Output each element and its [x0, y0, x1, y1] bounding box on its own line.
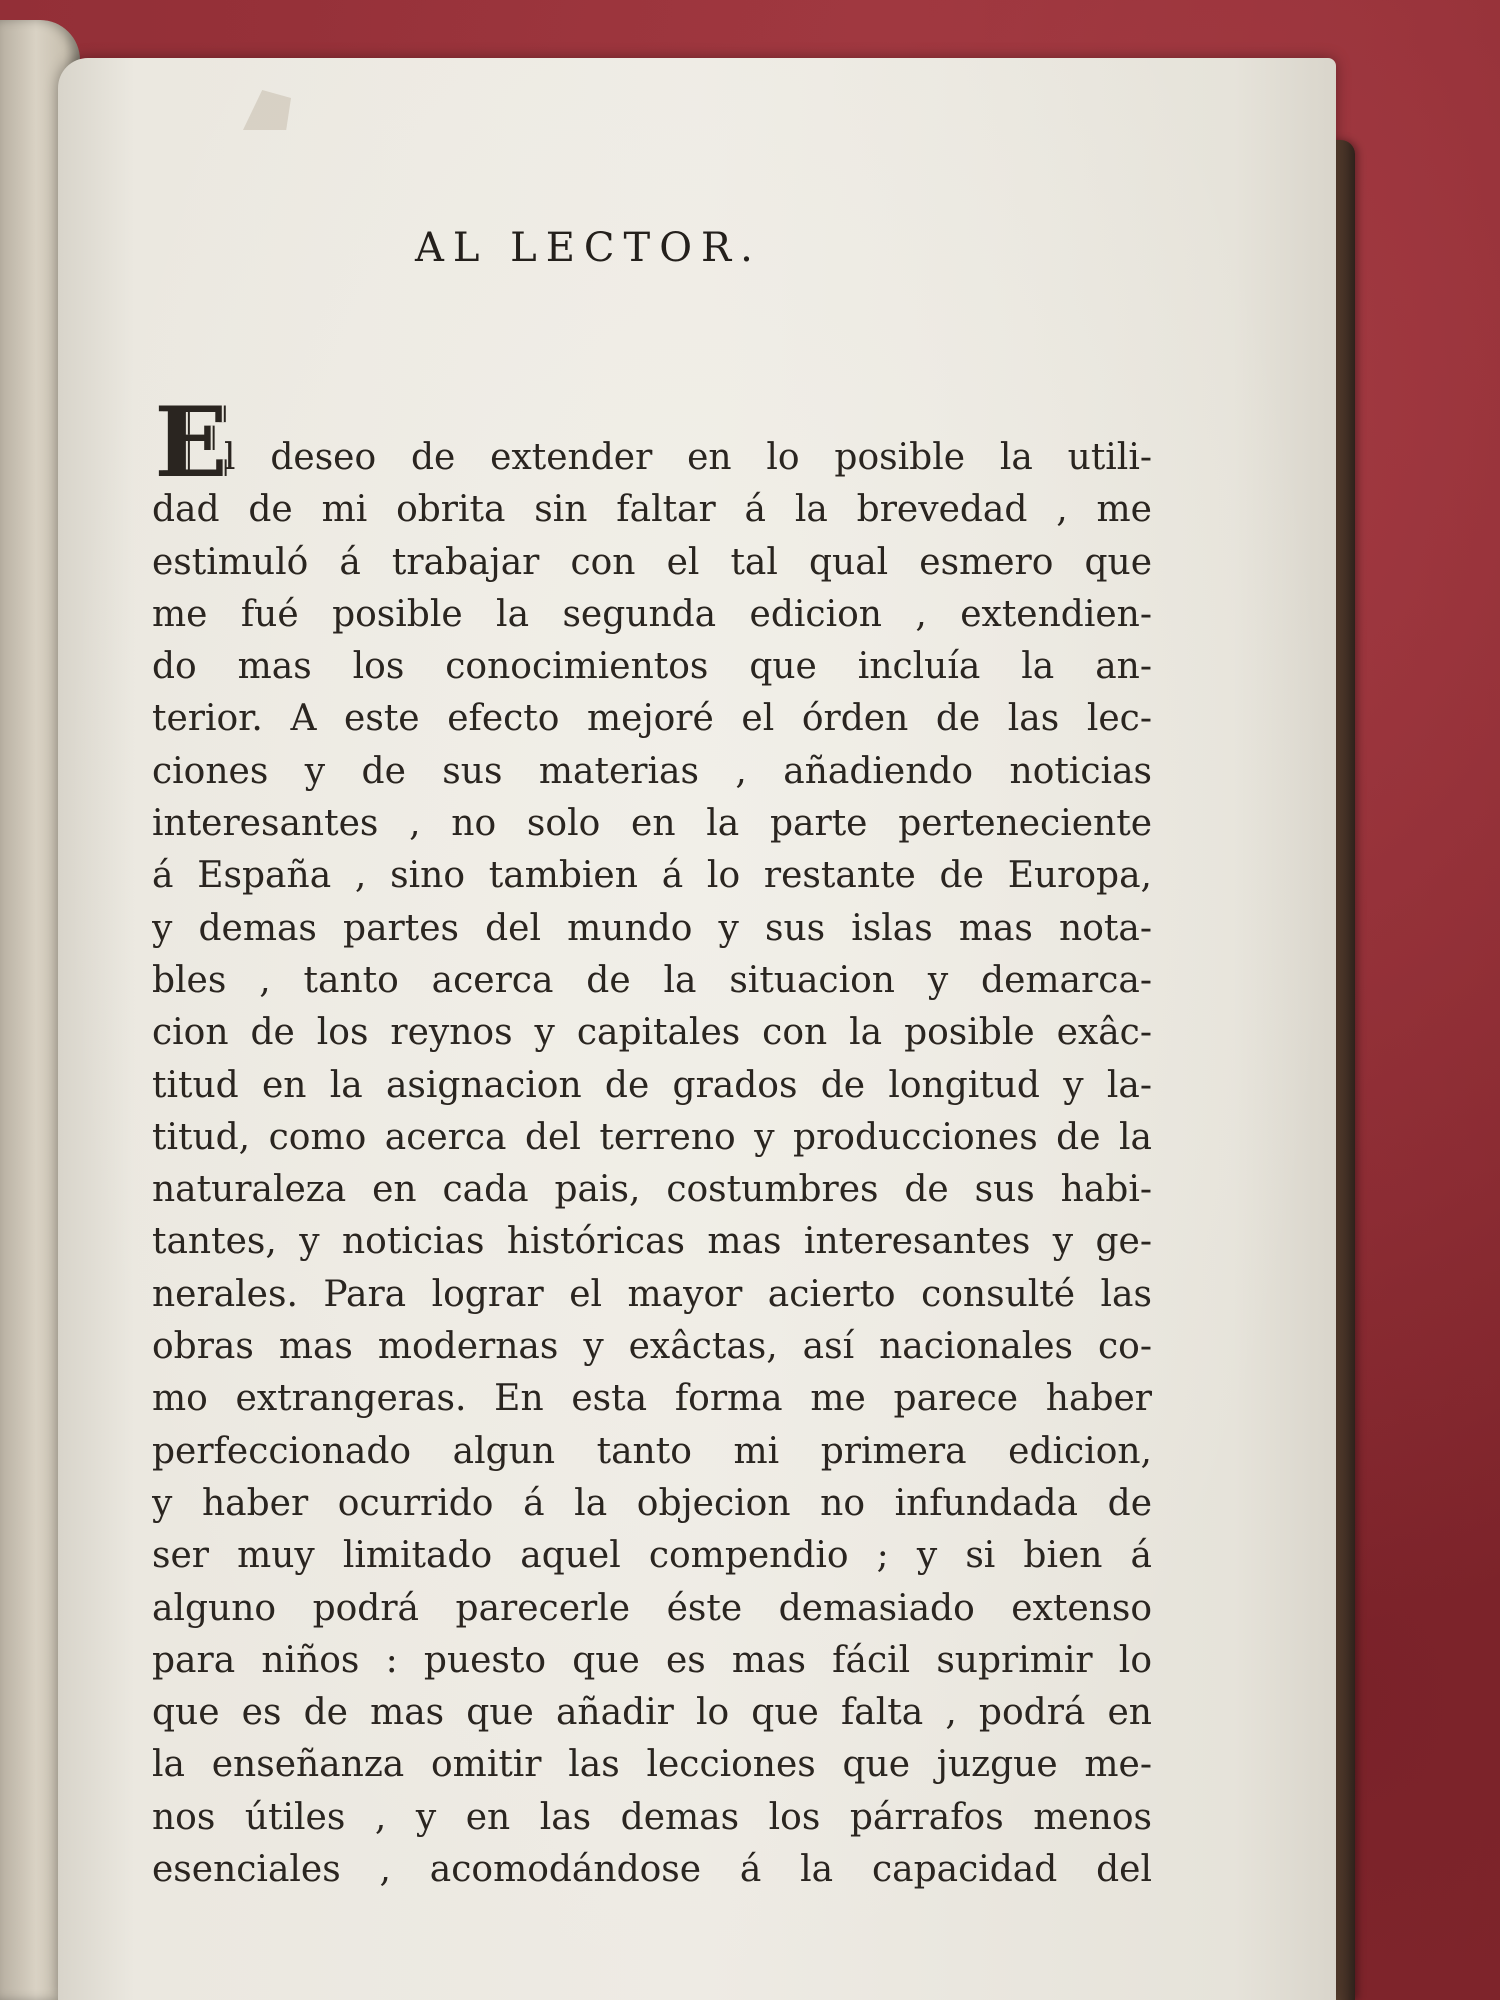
text-line: alguno podrá parecerle éste demasiado extenso	[152, 1587, 1152, 1629]
body-text	[152, 432, 1152, 1896]
text-line: bles , tanto acerca de la situacion y demarca-	[152, 959, 1152, 1001]
text-line: l deseo de extender en lo posible la utili-	[224, 437, 1152, 478]
text-line: estimuló á trabajar con el tal qual esmero que	[152, 541, 1152, 583]
page-heading: AL LECTOR.	[415, 225, 762, 271]
text-line: obras mas modernas y exâctas, así nacionales co-	[152, 1326, 1152, 1368]
text-line: para niños : puesto que es mas fácil suprimir lo	[152, 1639, 1152, 1681]
drop-cap-initial: E	[154, 386, 228, 499]
text-line: y haber ocurrido á la objecion no infundada de	[152, 1482, 1152, 1524]
text-line: naturaleza en cada pais, costumbres de sus habi-	[152, 1169, 1152, 1211]
text-line: do mas los conocimientos que incluía la an-	[152, 646, 1152, 688]
text-line: titud en la asignacion de grados de longitud y la-	[152, 1064, 1152, 1106]
text-line: perfeccionado algun tanto mi primera edicion,	[152, 1430, 1152, 1472]
text-line: terior. A este efecto mejoré el órden de las lec-	[152, 698, 1152, 740]
text-line: á España , sino tambien á lo restante de Europa,	[152, 855, 1152, 897]
text-line: que es de mas que añadir lo que falta , podrá en	[152, 1692, 1152, 1734]
text-line: nerales. Para lograr el mayor acierto consulté las	[152, 1273, 1152, 1315]
text-line: la enseñanza omitir las lecciones que juzgue me-	[152, 1744, 1152, 1786]
text-line: ser muy limitado aquel compendio ; y si bien á	[152, 1535, 1152, 1577]
text-line: y demas partes del mundo y sus islas mas nota-	[152, 907, 1152, 949]
text-line: tantes, y noticias históricas mas interesantes y ge-	[152, 1221, 1152, 1263]
torn-page-corner	[243, 90, 291, 130]
text-line: nos útiles , y en las demas los párrafos menos	[152, 1796, 1152, 1838]
text-line: ciones y de sus materias , añadiendo noticias	[152, 750, 1152, 792]
text-line: me fué posible la segunda edicion , extendien-	[152, 593, 1152, 635]
text-line: cion de los reynos y capitales con la posible exâc-	[152, 1012, 1152, 1054]
text-line: mo extrangeras. En esta forma me parece haber	[152, 1378, 1152, 1420]
text-line: dad de mi obrita sin faltar á la brevedad , me	[152, 489, 1152, 531]
text-line: interesantes , no solo en la parte perteneciente	[152, 803, 1152, 845]
text-line: titud, como acerca del terreno y producciones de la	[152, 1116, 1152, 1158]
text-line: esenciales , acomodándose á la capacidad del	[152, 1849, 1152, 1891]
